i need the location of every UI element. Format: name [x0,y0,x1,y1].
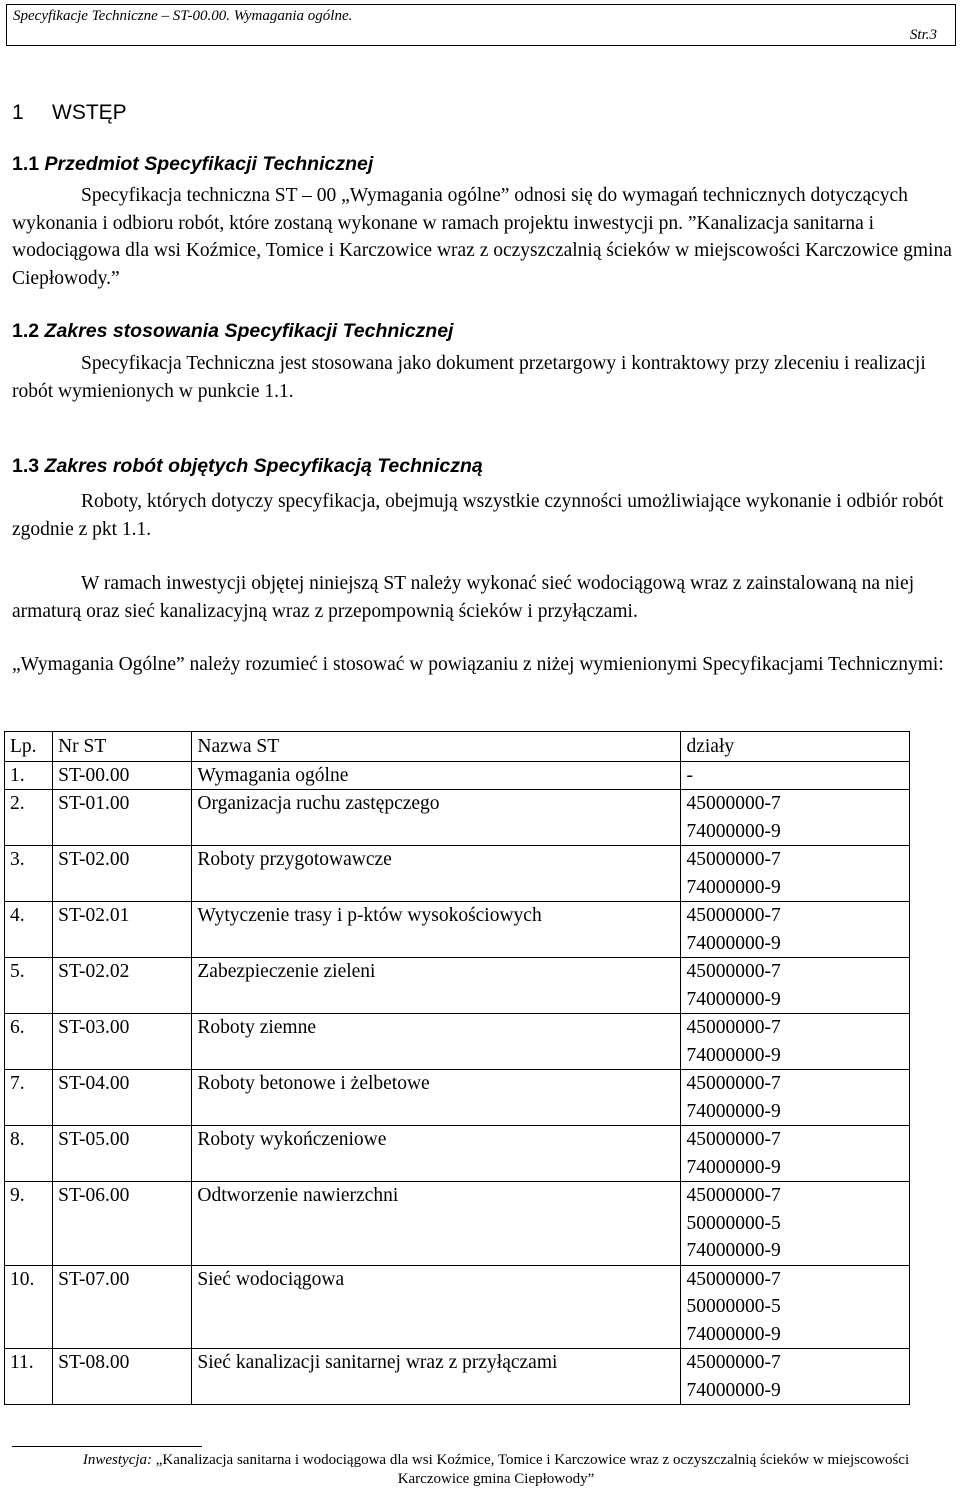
cpv-code: 74000000-9 [686,876,781,898]
cpv-code: 74000000-9 [686,988,781,1010]
cell-lp: 11. [5,1349,53,1405]
cell-nr: ST-03.00 [53,1014,192,1070]
header-title: Specyfikacje Techniczne – ST-00.00. Wymagania ogólne. [13,8,353,24]
section-title: WSTĘP [52,101,127,124]
col-header-lp: Lp. [5,732,53,762]
cell-nr: ST-02.01 [53,902,192,958]
cell-lp: 2. [5,790,53,846]
page-number: Str.3 [909,27,937,43]
cpv-code: 74000000-9 [686,1379,781,1401]
cell-lp: 3. [5,846,53,902]
cell-name: Roboty wykończeniowe [192,1126,681,1182]
cell-dzialy [681,761,910,790]
cell-dzialy [681,1014,910,1070]
cell-nr: ST-05.00 [53,1126,192,1182]
cell-dzialy [681,1126,910,1182]
table-row [5,1265,910,1349]
table-row [5,1070,910,1126]
subsection-heading-1-2 [12,320,453,343]
paragraph-1-1 [12,182,957,292]
table-row [5,958,910,1014]
paragraph-text: „Wymagania Ogólne” należy rozumieć i stosować w powiązaniu z niżej wymienionymi Specyfikacjami Technicznymi: [12,654,944,675]
table-row [5,1126,910,1182]
cell-name: Roboty betonowe i żelbetowe [192,1070,681,1126]
table-row [5,790,910,846]
col-header-dzialy: działy [681,732,910,762]
footer-label: Inwestycja: [82,1452,153,1468]
cpv-code: 45000000-7 [686,905,781,926]
table-row [5,761,910,790]
cpv-code: - [686,764,693,786]
subsection-heading-1-3 [12,455,483,478]
cpv-code: 50000000-5 [686,1212,781,1234]
paragraph-1-2 [12,350,957,405]
cell-name: Organizacja ruchu zastępczego [192,790,681,846]
subsection-heading-1-1 [12,153,373,176]
paragraph-1-3-b [12,570,957,625]
subsection-number: 1.2 [12,320,40,342]
cell-name: Sieć kanalizacji sanitarnej wraz z przyłączami [192,1349,681,1405]
spec-table [4,731,910,1405]
cpv-code: 45000000-7 [686,1185,781,1206]
cell-lp: 10. [5,1265,53,1349]
subsection-number: 1.1 [12,153,40,175]
cpv-code: 74000000-9 [686,1044,781,1066]
cell-nr: ST-02.00 [53,846,192,902]
cpv-code: 50000000-5 [686,1296,781,1317]
cpv-code: 45000000-7 [686,793,781,814]
col-header-name: Nazwa ST [192,732,681,762]
cell-nr: ST-04.00 [53,1070,192,1126]
subsection-title: Przedmiot Specyfikacji Technicznej [44,153,374,175]
table-row [5,846,910,902]
paragraph-text: Specyfikacja Techniczna jest stosowana jako dokument przetargowy i kontraktowy przy zleceniu i realizacji robót wymienionych w punkcie 1.1. [12,353,926,402]
paragraph-text: W ramach inwestycji objętej niniejszą ST należy wykonać sieć wodociągową wraz z zainstalowaną na niej armaturą oraz sieć kanalizacyjną wraz z przepompownią ścieków i przyłączami. [12,573,915,622]
paragraph-1-3-c [12,651,957,679]
paragraph-1-3-a [12,488,957,543]
cell-name: Odtworzenie nawierzchni [192,1182,681,1266]
cell-lp: 9. [5,1182,53,1266]
cpv-code: 74000000-9 [686,1323,781,1345]
cell-dzialy [681,1182,910,1266]
paragraph-text: Roboty, których dotyczy specyfikacja, obejmują wszystkie czynności umożliwiające wykonanie i odbiór robót zgodnie z pkt 1.1. [12,491,944,540]
cell-dzialy [681,790,910,846]
cell-name: Roboty ziemne [192,1014,681,1070]
cpv-code: 74000000-9 [686,1156,781,1178]
cpv-code: 45000000-7 [686,1352,781,1373]
cell-name: Wytyczenie trasy i p-któw wysokościowych [192,902,681,958]
cell-lp: 7. [5,1070,53,1126]
cell-name: Wymagania ogólne [192,761,681,790]
section-heading-1 [12,101,127,125]
cell-lp: 4. [5,902,53,958]
cell-nr: ST-01.00 [53,790,192,846]
cell-name: Roboty przygotowawcze [192,846,681,902]
footer-text: „Kanalizacja sanitarna i wodociągowa dla wsi Koźmice, Tomice i Karczowice wraz z oczyszczalnią ścieków w miejscowości Karczowice gmina Ciepłowody” [155,1452,910,1487]
table-header-row [5,732,910,762]
col-header-nr: Nr ST [53,732,192,762]
cell-dzialy [681,846,910,902]
cpv-code: 45000000-7 [686,961,781,982]
cpv-code: 45000000-7 [686,1268,781,1290]
cpv-code: 45000000-7 [686,1073,781,1094]
cell-lp: 6. [5,1014,53,1070]
table-body [5,761,910,1405]
table-row [5,1014,910,1070]
cpv-code: 45000000-7 [686,1017,781,1038]
section-number: 1 [12,101,24,124]
cell-lp: 1. [5,761,53,790]
cell-dzialy [681,1349,910,1405]
footer-rule [12,1446,202,1447]
cpv-code: 45000000-7 [686,1129,781,1150]
paragraph-text: Specyfikacja techniczna ST – 00 „Wymagania ogólne” odnosi się do wymagań technicznych dotyczących wykonania i odbioru robót, które zostaną wykonane w ramach projektu inwestycji pn. ”Kanalizacja sanitarna i wodociągowa dla wsi Koźmice, Tomice i Karczowice wraz z oczyszczalnią ścieków w miejscowości Karczowice gmina Ciepłowody.” [12,185,952,289]
table-row [5,1349,910,1405]
cpv-code: 74000000-9 [686,820,781,842]
page-footer [46,1451,946,1489]
cell-name: Zabezpieczenie zieleni [192,958,681,1014]
cell-dzialy [681,1070,910,1126]
cell-lp: 5. [5,958,53,1014]
subsection-title: Zakres robót objętych Specyfikacją Techniczną [44,455,483,477]
cell-lp: 8. [5,1126,53,1182]
table-row [5,1182,910,1266]
cell-nr: ST-06.00 [53,1182,192,1266]
cpv-code: 45000000-7 [686,849,781,870]
cell-dzialy [681,1265,910,1349]
cell-dzialy [681,958,910,1014]
cpv-code: 74000000-9 [686,1100,781,1122]
page-header [6,4,956,46]
cpv-code: 74000000-9 [686,932,781,954]
cell-name: Sieć wodociągowa [192,1265,681,1349]
subsection-number: 1.3 [12,455,40,477]
cell-nr: ST-08.00 [53,1349,192,1405]
subsection-title: Zakres stosowania Specyfikacji Technicznej [44,320,454,342]
cell-dzialy [681,902,910,958]
table-row [5,902,910,958]
cell-nr: ST-00.00 [53,761,192,790]
cell-nr: ST-07.00 [53,1265,192,1349]
cell-nr: ST-02.02 [53,958,192,1014]
cpv-code: 74000000-9 [686,1240,781,1261]
